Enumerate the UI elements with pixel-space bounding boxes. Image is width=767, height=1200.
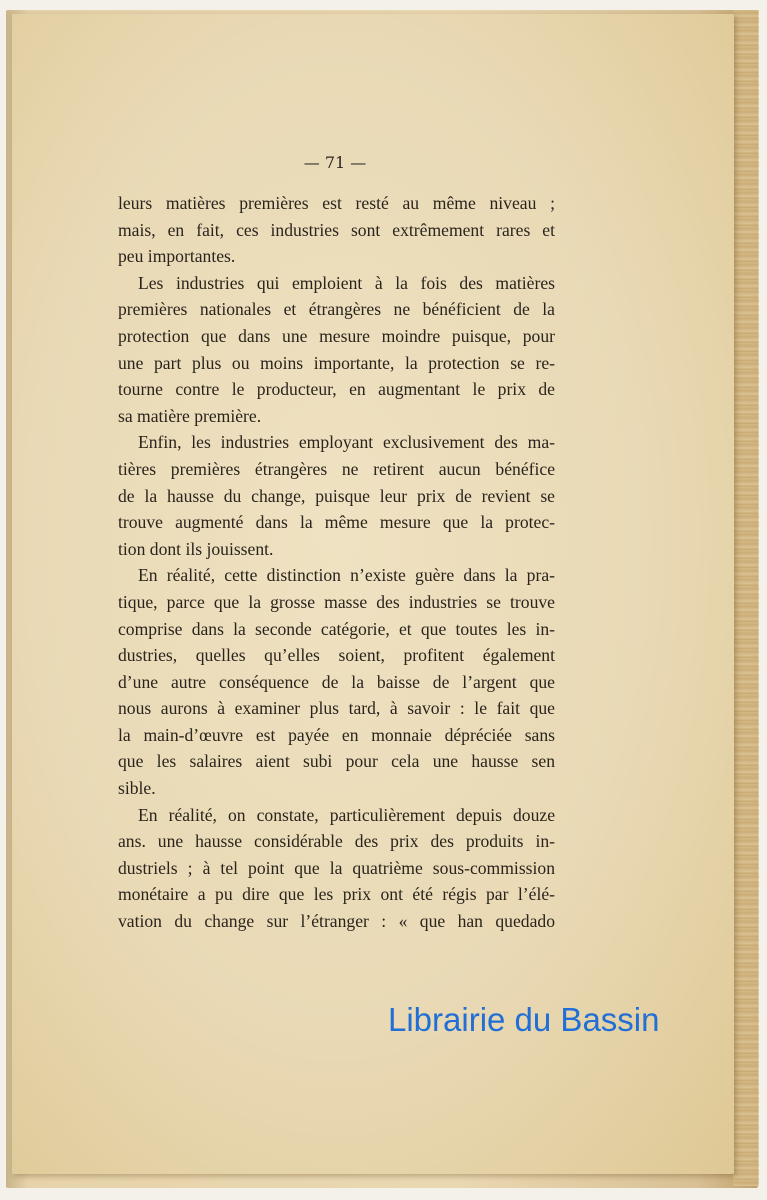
- text-line: comprise dans la seconde catégorie, et que toutes les in-: [118, 618, 555, 639]
- text-line: premières nationales et étrangères ne bénéficient de la: [118, 299, 555, 320]
- text-line: sa matière première.: [118, 405, 262, 426]
- text-line: d’une autre conséquence de la baisse de l’argent que: [118, 671, 555, 692]
- text-line: peu importantes.: [118, 246, 236, 267]
- text-line: de la hausse du change, puisque leur prix de revient se: [118, 485, 555, 506]
- text-line: sible.: [118, 778, 156, 799]
- text-line: une part plus ou moins importante, la protection se re-: [118, 352, 555, 373]
- text-line: leurs matières premières est resté au même niveau ;: [118, 193, 555, 213]
- text-line: trouve augmenté dans la même mesure que la protec-: [118, 512, 555, 533]
- text-line: nous aurons à examiner plus tard, à savoir : le fait que: [118, 698, 555, 719]
- text-line: la main-d’œuvre est payée en monnaie dépréciée sans: [118, 724, 555, 745]
- text-line: Enfin, les industries employant exclusivement des ma-: [138, 432, 555, 453]
- watermark: Librairie du Bassin: [388, 1001, 660, 1038]
- text-line: dustriels ; à tel point que la quatrième sous-commission: [118, 857, 555, 878]
- text-line: tique, parce que la grosse masse des industries se trouve: [118, 591, 555, 612]
- text-line: ans. une hausse considérable des prix des produits in-: [118, 831, 555, 852]
- page-deckle-edge: [733, 10, 759, 1186]
- text-line: vation du change sur l’étranger : « que han quedado: [118, 911, 555, 932]
- text-line: Les industries qui emploient à la fois des matières: [138, 272, 555, 293]
- text-line: dustries, quelles qu’elles soient, profitent également: [118, 645, 555, 666]
- text-line: tion dont ils jouissent.: [118, 538, 274, 559]
- text-line: que les salaires aient subi pour cela une hausse sen: [118, 751, 555, 772]
- text-line: En réalité, on constate, particulièrement depuis douze: [138, 804, 555, 825]
- page-number: — 71 —: [303, 153, 367, 172]
- text-line: En réalité, cette distinction n’existe guère dans la pra-: [138, 565, 555, 586]
- body-text: [118, 190, 555, 935]
- text-line: tières premières étrangères ne retirent aucun bénéfice: [118, 458, 555, 479]
- text-line: tourne contre le producteur, en augmentant le prix de: [118, 379, 555, 400]
- text-line: monétaire a pu dire que les prix ont été régis par l’élé-: [118, 884, 555, 905]
- text-line: mais, en fait, ces industries sont extrêmement rares et: [118, 219, 555, 240]
- text-line: protection que dans une mesure moindre puisque, pour: [118, 325, 555, 346]
